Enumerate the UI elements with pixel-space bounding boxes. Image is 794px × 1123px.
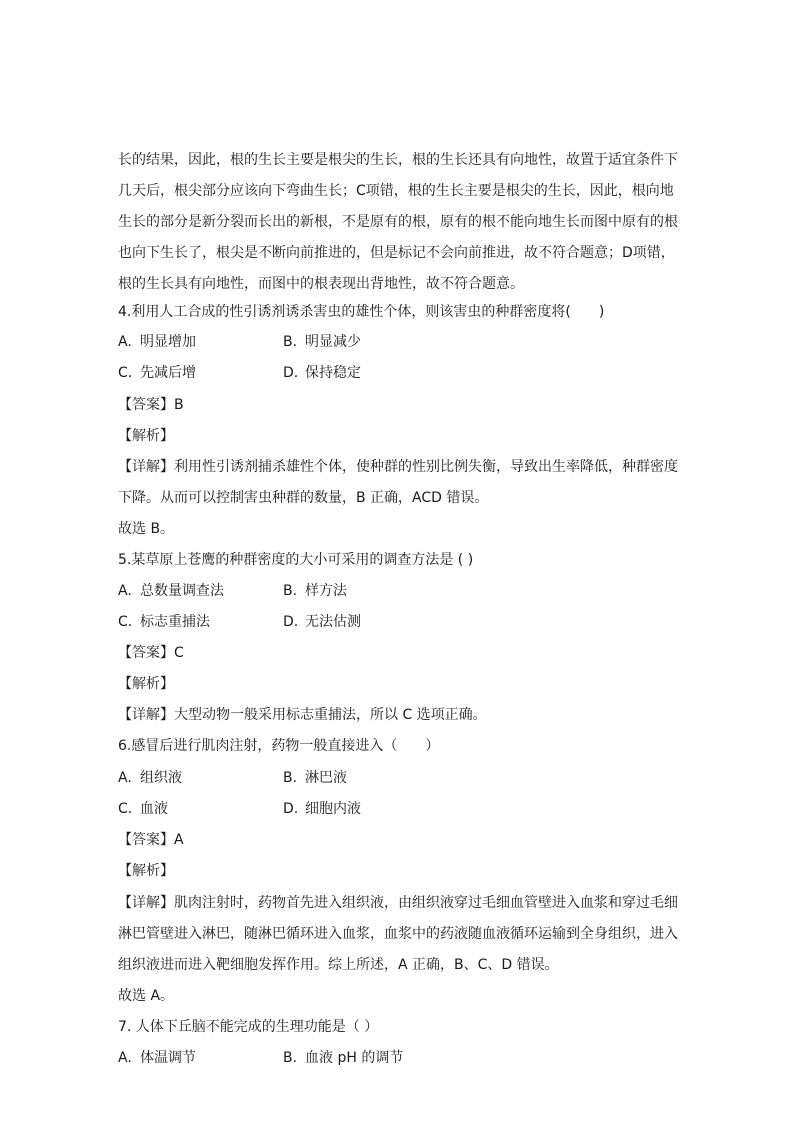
choose-line: 故选 B。 bbox=[118, 521, 175, 537]
option-letter: B. bbox=[283, 1050, 298, 1066]
option-letter: B. bbox=[283, 583, 298, 599]
option-letter: B. bbox=[283, 334, 298, 350]
analysis-label: 【解析】 bbox=[118, 676, 174, 692]
question-stem: 4.利用人工合成的性引诱剂诱杀害虫的雄性个体，则该害虫的种群密度将( ) bbox=[118, 304, 605, 320]
option-a bbox=[118, 332, 196, 352]
option-text: 细胞内液 bbox=[305, 801, 361, 817]
option-d bbox=[283, 363, 361, 383]
intro-line: 也向下生长了，根尖是不断向前推进的，但是标记不会向前推进，故不符合题意；D项错， bbox=[118, 245, 675, 261]
option-text: 体温调节 bbox=[140, 1050, 196, 1066]
intro-line: 根的生长具有向地性，而图中的根表现出背地性，故不符合题意。 bbox=[118, 276, 524, 292]
option-d bbox=[283, 612, 361, 632]
intro-line: 生长的部分是新分裂而长出的新根，不是原有的根，原有的根不能向地生长而图中原有的根 bbox=[118, 214, 678, 230]
option-a bbox=[118, 768, 182, 788]
option-text: 保持稳定 bbox=[305, 365, 361, 381]
option-letter: C. bbox=[118, 614, 133, 630]
option-text: 组织液 bbox=[140, 770, 182, 786]
analysis-label: 【解析】 bbox=[118, 428, 174, 444]
option-text: 血液 pH 的调节 bbox=[305, 1050, 404, 1066]
detail-label: 【详解】 bbox=[118, 459, 174, 475]
option-c bbox=[118, 612, 210, 632]
detail-text: 利用性引诱剂捕杀雄性个体，使种群的性别比例失衡，导致出生率降低，种群密度 bbox=[174, 459, 678, 475]
option-a bbox=[118, 581, 224, 601]
option-letter: D. bbox=[283, 365, 299, 381]
option-text: 明显减少 bbox=[305, 334, 361, 350]
option-b bbox=[283, 768, 347, 788]
option-text: 明显增加 bbox=[140, 334, 196, 350]
option-text: 血液 bbox=[140, 801, 168, 817]
intro-line: 长的结果，因此，根的生长主要是根尖的生长，根的生长还具有向地性，故置于适宜条件下 bbox=[118, 152, 678, 168]
analysis-label: 【解析】 bbox=[118, 863, 174, 879]
answer-line: 【答案】B bbox=[118, 397, 184, 413]
option-letter: C. bbox=[118, 365, 133, 381]
option-text: 标志重捕法 bbox=[140, 614, 210, 630]
option-d bbox=[283, 799, 361, 819]
detail-line bbox=[118, 893, 678, 913]
detail-line: 组织液进而进入靶细胞发挥作用。综上所述，A 正确，B、C、D 错误。 bbox=[118, 957, 559, 973]
option-letter: A. bbox=[118, 770, 132, 786]
detail-label: 【详解】 bbox=[118, 707, 174, 723]
option-b bbox=[283, 332, 361, 352]
option-letter: C. bbox=[118, 801, 133, 817]
option-letter: B. bbox=[283, 770, 298, 786]
detail-text: 肌肉注射时，药物首先进入组织液，由组织液穿过毛细血管壁进入血浆和穿过毛细 bbox=[174, 895, 678, 911]
option-text: 样方法 bbox=[305, 583, 347, 599]
intro-line: 几天后，根尖部分应该向下弯曲生长；C项错，根的生长主要是根尖的生长，因此，根向地 bbox=[118, 183, 674, 199]
choose-line: 故选 A。 bbox=[118, 988, 175, 1004]
question-stem: 5.某草原上苍鹰的种群密度的大小可采用的调查方法是 ( ) bbox=[118, 552, 474, 568]
option-letter: A. bbox=[118, 1050, 132, 1066]
option-text: 淋巴液 bbox=[305, 770, 347, 786]
answer-line: 【答案】C bbox=[118, 645, 184, 661]
option-b bbox=[283, 1048, 403, 1068]
option-letter: D. bbox=[283, 614, 299, 630]
option-b bbox=[283, 581, 347, 601]
detail-text: 大型动物一般采用标志重捕法，所以 C 选项正确。 bbox=[174, 707, 487, 723]
option-a bbox=[118, 1048, 196, 1068]
option-text: 总数量调查法 bbox=[140, 583, 224, 599]
question-stem: 7. 人体下丘脑不能完成的生理功能是（ ） bbox=[118, 1019, 379, 1035]
detail-line bbox=[118, 705, 678, 725]
option-letter: A. bbox=[118, 334, 132, 350]
option-text: 无法估测 bbox=[305, 614, 361, 630]
option-c bbox=[118, 799, 168, 819]
option-letter: A. bbox=[118, 583, 132, 599]
answer-line: 【答案】A bbox=[118, 832, 184, 848]
detail-label: 【详解】 bbox=[118, 895, 174, 911]
option-text: 先减后增 bbox=[140, 365, 196, 381]
detail-line bbox=[118, 457, 678, 477]
option-c bbox=[118, 363, 196, 383]
option-letter: D. bbox=[283, 801, 299, 817]
detail-line: 淋巴管壁进入淋巴，随淋巴循环进入血浆，血浆中的药液随血液循环运输到全身组织，进入 bbox=[118, 926, 678, 942]
detail-line: 下降。从而可以控制害虫种群的数量，B 正确，ACD 错误。 bbox=[118, 490, 489, 506]
question-stem: 6.感冒后进行肌肉注射，药物一般直接进入（ ） bbox=[118, 738, 440, 754]
